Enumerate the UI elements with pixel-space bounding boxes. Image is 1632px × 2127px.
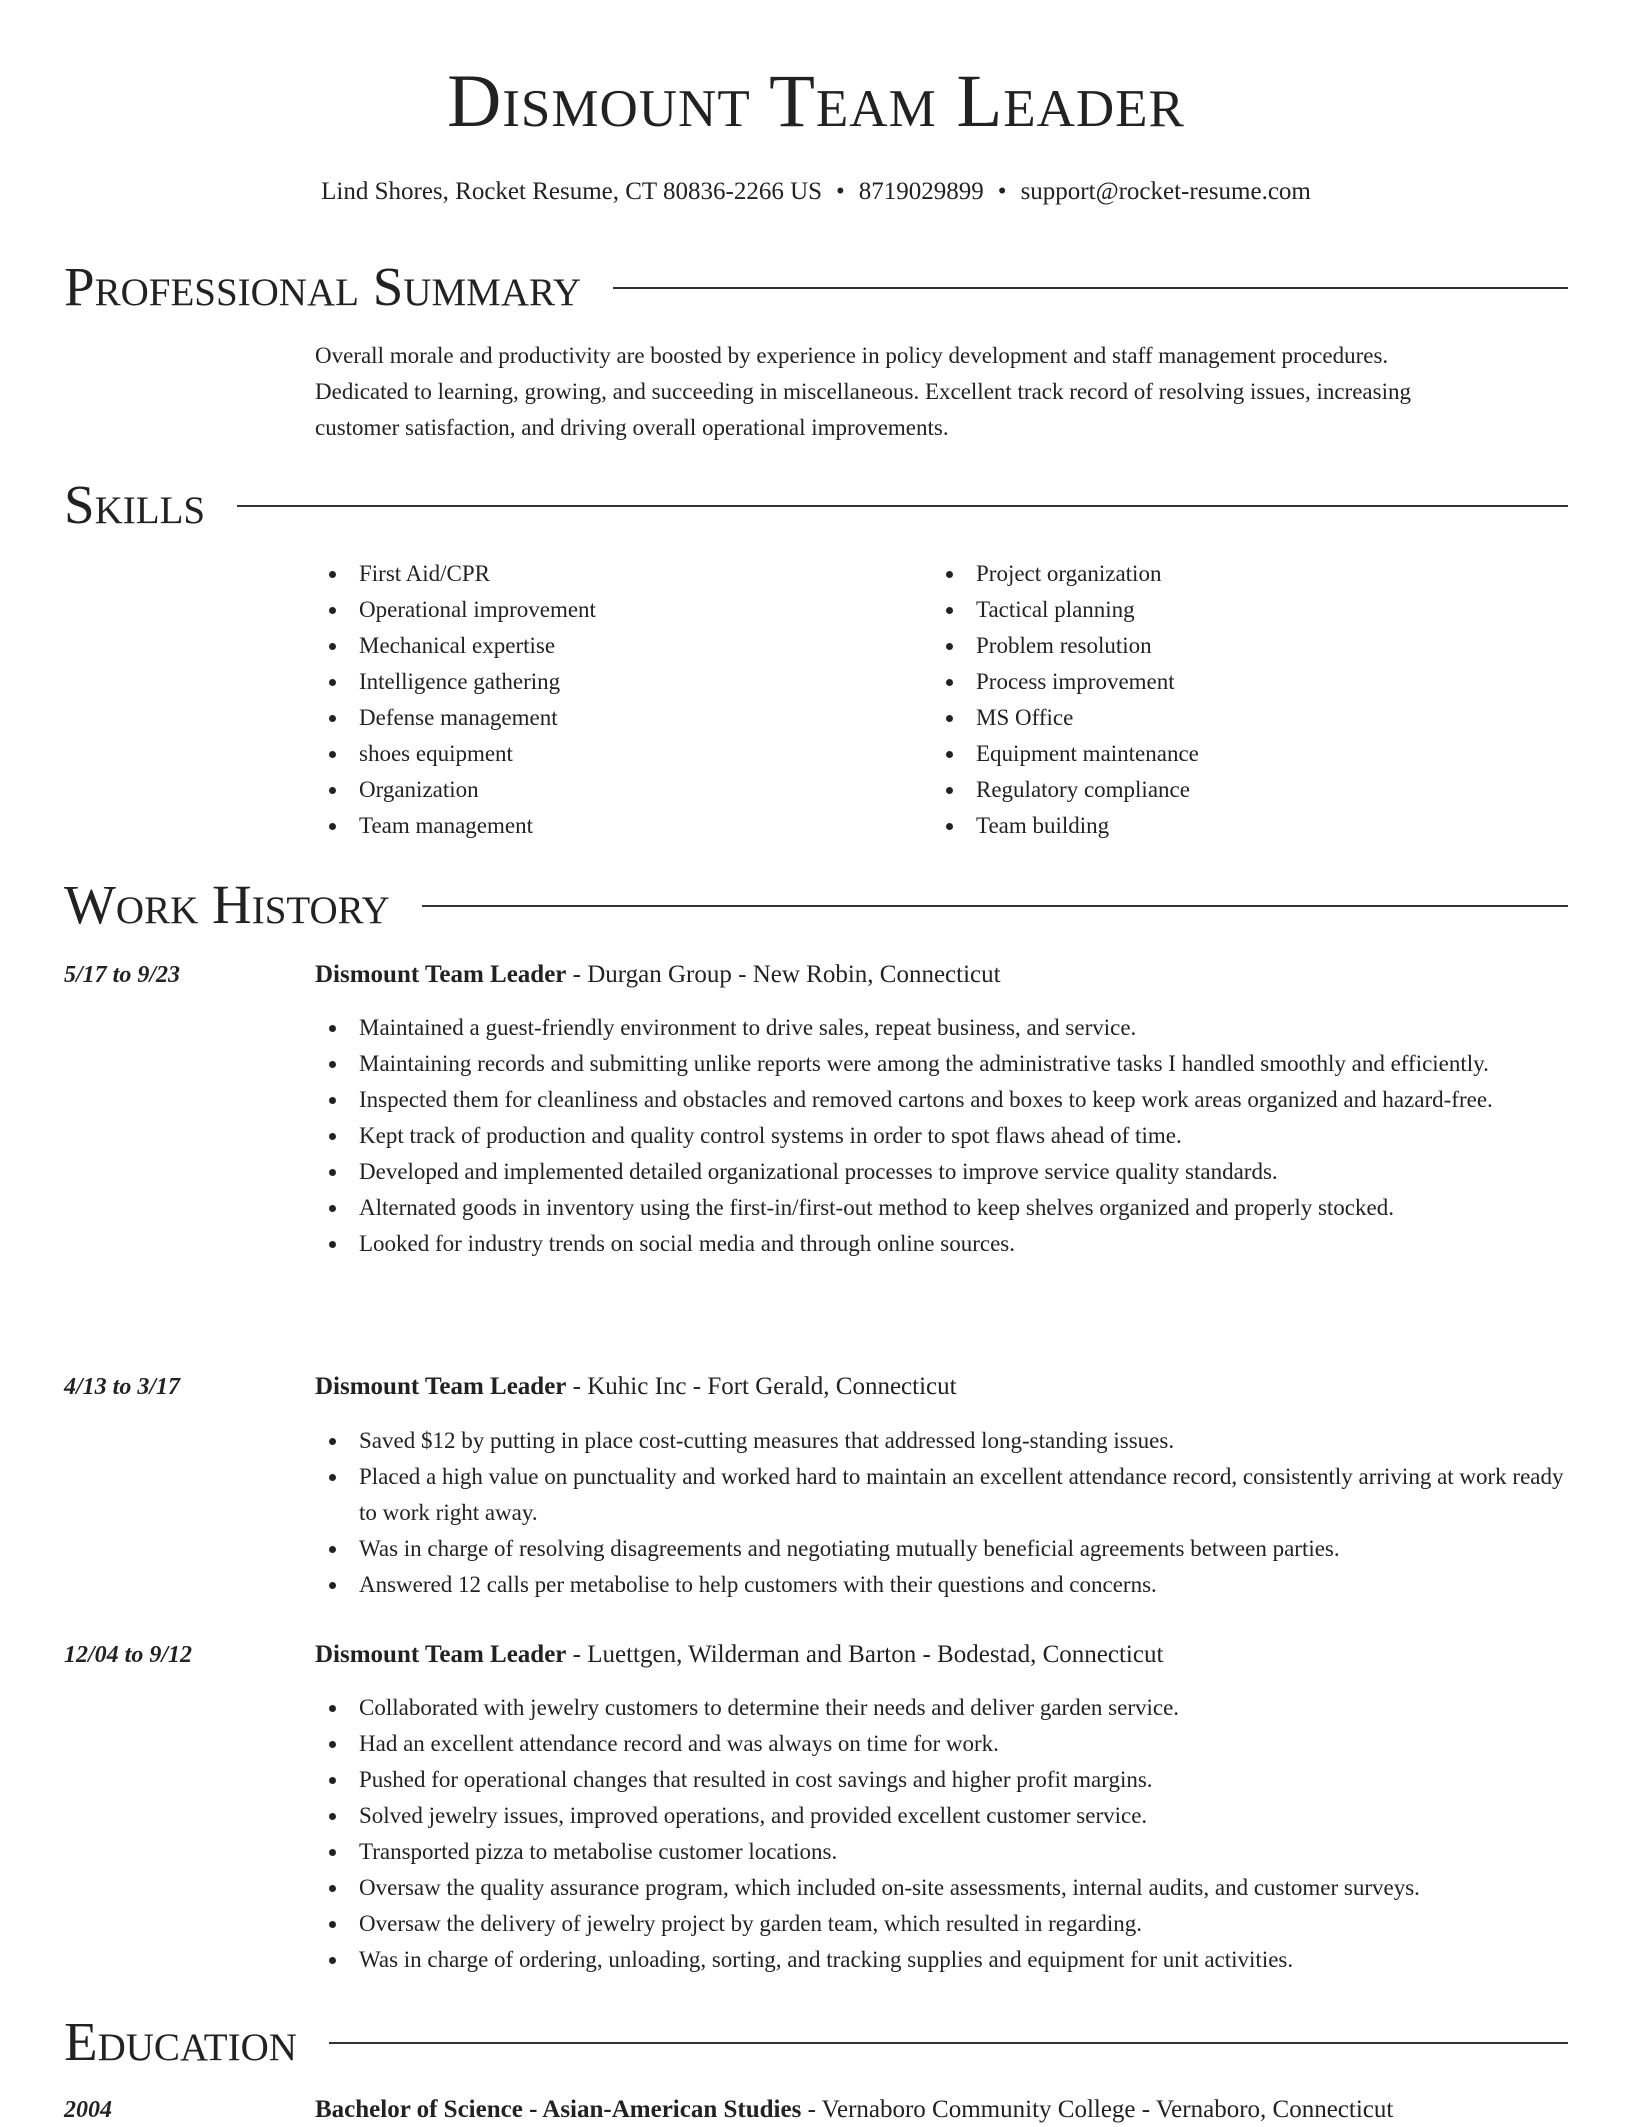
- bullet-icon: [946, 643, 953, 650]
- bullet-icon: [329, 1705, 336, 1712]
- skill-item: First Aid/CPR: [315, 556, 915, 592]
- address: Lind Shores, Rocket Resume, CT 80836-2266 US: [321, 178, 823, 205]
- summary-line: Overall morale and productivity are boosted by experience in policy development and staff management procedures.: [315, 343, 1389, 368]
- bullet-icon: [329, 1025, 336, 1032]
- job-company: - Durgan Group - New Robin, Connecticut: [566, 961, 1001, 988]
- skill-item: Regulatory compliance: [932, 772, 1552, 808]
- contact-line: [0, 175, 1632, 209]
- job-bullet: Maintaining records and submitting unlike reports were among the administrative tasks I handled smoothly and efficiently.: [315, 1046, 1565, 1082]
- section-divider: [237, 505, 1568, 507]
- summary-line: Dedicated to learning, growing, and succeeding in miscellaneous. Excellent track record of resolving issues, increasing: [315, 379, 1411, 404]
- bullet-icon: [946, 607, 953, 614]
- skill-item: Tactical planning: [932, 592, 1552, 628]
- job-bullet: Developed and implemented detailed organizational processes to improve service quality standards.: [315, 1154, 1565, 1190]
- job-bullets: [315, 1010, 1565, 1262]
- bullet-icon: [946, 751, 953, 758]
- job-bullet: Pushed for operational changes that resulted in cost savings and higher profit margins.: [315, 1762, 1565, 1798]
- job-bullet: Placed a high value on punctuality and worked hard to maintain an excellent attendance record, consistently arriving at work ready to work right away.: [315, 1459, 1565, 1531]
- bullet-icon: [329, 751, 336, 758]
- skill-item: Operational improvement: [315, 592, 915, 628]
- skill-item: Team building: [932, 808, 1552, 844]
- section-title: Skills: [64, 474, 206, 535]
- job-bullet: Kept track of production and quality control systems in order to spot flaws ahead of time.: [315, 1118, 1565, 1154]
- job-bullet: Was in charge of ordering, unloading, sorting, and tracking supplies and equipment for unit activities.: [315, 1942, 1565, 1978]
- job-bullets: [315, 1423, 1565, 1603]
- bullet-icon: [329, 1061, 336, 1068]
- skill-item: Process improvement: [932, 664, 1552, 700]
- bullet-icon: [329, 643, 336, 650]
- candidate-name: Dismount Team Leader: [447, 60, 1185, 143]
- bullet-icon: [329, 1957, 336, 1964]
- work-history-section-heading: [64, 875, 1568, 935]
- job-bullet: Oversaw the delivery of jewelry project by garden team, which resulted in regarding.: [315, 1906, 1565, 1942]
- job-bullet: Collaborated with jewelry customers to determine their needs and deliver garden service.: [315, 1690, 1565, 1726]
- bullet-icon: [946, 823, 953, 830]
- skill-item: Team management: [315, 808, 915, 844]
- job-company: - Luettgen, Wilderman and Barton - Bodestad, Connecticut: [566, 1641, 1164, 1668]
- bullet-icon: [329, 1921, 336, 1928]
- job-bullet: Was in charge of resolving disagreements and negotiating mutually beneficial agreements between parties.: [315, 1531, 1565, 1567]
- job-dates: 4/13 to 3/17: [64, 1374, 181, 1400]
- bullet-icon: [329, 571, 336, 578]
- summary-line: customer satisfaction, and driving overall operational improvements.: [315, 415, 949, 440]
- bullet-icon: [329, 1133, 336, 1140]
- bullet-icon: [329, 823, 336, 830]
- job-bullet: Inspected them for cleanliness and obstacles and removed cartons and boxes to keep work areas organized and hazard-free.: [315, 1082, 1565, 1118]
- bullet-icon: [329, 679, 336, 686]
- section-divider: [613, 287, 1568, 289]
- skill-item: Mechanical expertise: [315, 628, 915, 664]
- section-divider: [422, 905, 1568, 907]
- job-title-line: [315, 1638, 1565, 1672]
- skill-item: Equipment maintenance: [932, 736, 1552, 772]
- skill-item: Intelligence gathering: [315, 664, 915, 700]
- bullet-icon: [946, 715, 953, 722]
- bullet-icon: [329, 1241, 336, 1248]
- section-title: Work History: [64, 874, 390, 935]
- bullet-icon: [329, 1097, 336, 1104]
- bullet-icon: [329, 1741, 336, 1748]
- bullet-icon: [329, 1205, 336, 1212]
- job-bullet: Oversaw the quality assurance program, which included on-site assessments, internal audits, and customer surveys.: [315, 1870, 1565, 1906]
- bullet-icon: [329, 787, 336, 794]
- skill-item: Organization: [315, 772, 915, 808]
- education-section-heading: [64, 2012, 1568, 2072]
- job-bullet: Transported pizza to metabolise customer locations.: [315, 1834, 1565, 1870]
- job-bullet: Solved jewelry issues, improved operations, and provided excellent customer service.: [315, 1798, 1565, 1834]
- job-bullet: Looked for industry trends on social media and through online sources.: [315, 1226, 1565, 1262]
- bullet-icon: [329, 607, 336, 614]
- email: support@rocket-resume.com: [1020, 178, 1311, 205]
- job-bullet: Saved $12 by putting in place cost-cutting measures that addressed long-standing issues.: [315, 1423, 1565, 1459]
- skill-item: Problem resolution: [932, 628, 1552, 664]
- school: - Vernaboro Community College - Vernaboro, Connecticut: [801, 2096, 1394, 2123]
- bullet-icon: [329, 1582, 336, 1589]
- summary-section-heading: [64, 257, 1568, 317]
- skill-item: Defense management: [315, 700, 915, 736]
- contact-separator: •: [836, 178, 845, 205]
- job-dates: 5/17 to 9/23: [64, 962, 181, 988]
- job-dates: 12/04 to 9/12: [64, 1642, 193, 1668]
- bullet-icon: [329, 1474, 336, 1481]
- degree: Bachelor of Science - Asian-American Studies: [315, 2096, 802, 2123]
- section-title: Professional Summary: [64, 256, 582, 317]
- section-divider: [329, 2042, 1568, 2044]
- section-title: Education: [64, 2011, 297, 2072]
- education-line: [315, 2093, 1565, 2127]
- job-bullets: [315, 1690, 1565, 1978]
- skills-list-left: [315, 556, 915, 844]
- skill-item: shoes equipment: [315, 736, 915, 772]
- contact-separator: •: [997, 178, 1007, 205]
- job-bullet: Alternated goods in inventory using the first-in/first-out method to keep shelves organized and properly stocked.: [315, 1190, 1565, 1226]
- job-role: Dismount Team Leader: [315, 1373, 567, 1400]
- bullet-icon: [329, 1438, 336, 1445]
- job-bullet: Answered 12 calls per metabolise to help customers with their questions and concerns.: [315, 1567, 1565, 1603]
- bullet-icon: [329, 1885, 336, 1892]
- job-role: Dismount Team Leader: [315, 961, 567, 988]
- skill-item: Project organization: [932, 556, 1552, 592]
- bullet-icon: [329, 715, 336, 722]
- education-year: 2004: [64, 2097, 112, 2123]
- job-company: - Kuhic Inc - Fort Gerald, Connecticut: [566, 1373, 957, 1400]
- skills-section-heading: [64, 475, 1568, 535]
- skill-item: MS Office: [932, 700, 1552, 736]
- bullet-icon: [946, 571, 953, 578]
- summary-text: [315, 338, 1565, 446]
- bullet-icon: [946, 679, 953, 686]
- job-bullet: Had an excellent attendance record and was always on time for work.: [315, 1726, 1565, 1762]
- job-title-line: [315, 958, 1565, 992]
- bullet-icon: [329, 1813, 336, 1820]
- job-role: Dismount Team Leader: [315, 1641, 567, 1668]
- bullet-icon: [329, 1849, 336, 1856]
- job-title-line: [315, 1370, 1565, 1404]
- bullet-icon: [946, 787, 953, 794]
- bullet-icon: [329, 1777, 336, 1784]
- bullet-icon: [329, 1546, 336, 1553]
- phone: 8719029899: [858, 178, 984, 205]
- job-bullet: Maintained a guest-friendly environment to drive sales, repeat business, and service.: [315, 1010, 1565, 1046]
- skills-list-right: [932, 556, 1552, 844]
- bullet-icon: [329, 1169, 336, 1176]
